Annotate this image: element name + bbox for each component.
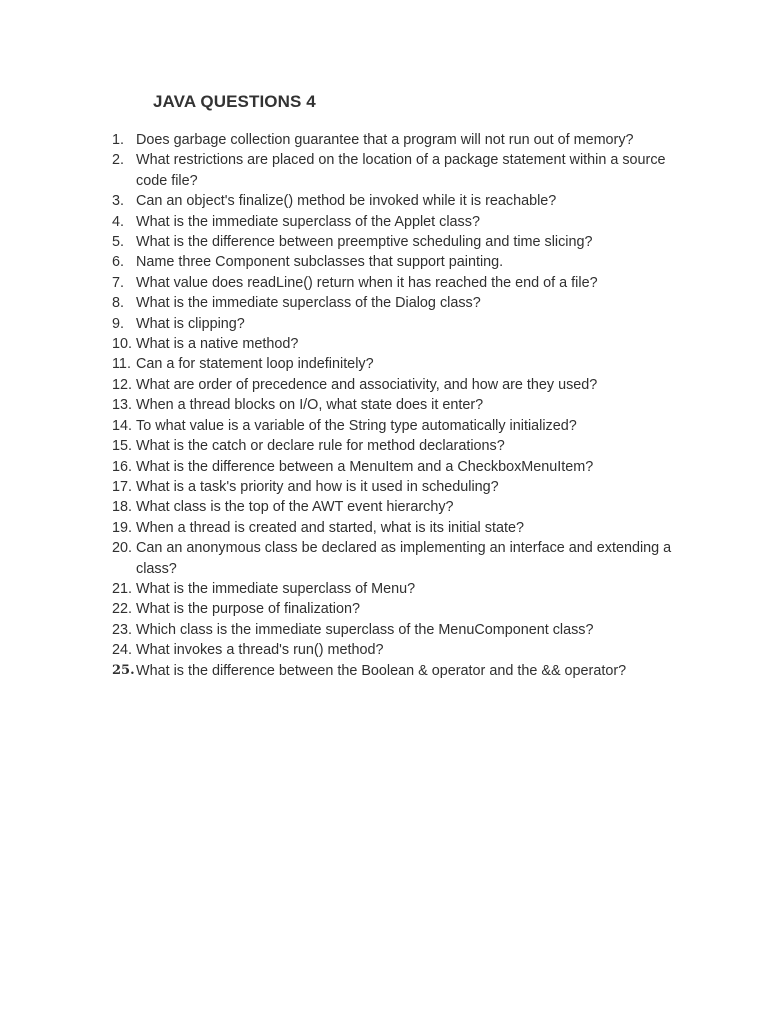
list-item — [112, 232, 672, 252]
list-item — [112, 375, 672, 395]
question-text: What is the difference between the Boolean & operator and the && operator? — [136, 662, 627, 679]
list-item — [112, 416, 672, 436]
question-text: Does garbage collection guarantee that a program will not run out of memory? — [136, 132, 634, 148]
list-item — [112, 395, 672, 415]
question-text: What value does readLine() return when it has reached the end of a file? — [136, 274, 598, 291]
question-list — [112, 130, 672, 681]
question-number: 20. — [112, 540, 133, 557]
question-text: What class is the top of the AWT event hierarchy? — [136, 499, 454, 516]
list-item — [112, 150, 672, 191]
question-number: 21. — [112, 580, 133, 597]
question-text: Can a for statement loop indefinitely? — [136, 356, 374, 373]
question-text: What is a native method? — [136, 336, 299, 353]
page-title: JAVA QUESTIONS 4 — [153, 92, 316, 111]
question-number: 18. — [112, 499, 133, 516]
question-number: 19. — [112, 519, 133, 536]
question-number: 17. — [112, 478, 133, 495]
list-item — [112, 191, 672, 211]
question-text: What is the immediate superclass of the Dialog class? — [136, 295, 481, 312]
question-number: 4. — [112, 213, 125, 230]
list-item — [112, 620, 672, 640]
question-number: 2. — [112, 152, 125, 169]
question-text: What are order of precedence and associativity, and how are they used? — [136, 376, 598, 393]
question-number: 3. — [112, 193, 125, 210]
question-text: What restrictions are placed on the location of a package statement within a source code file? — [136, 152, 666, 189]
question-text: When a thread is created and started, what is its initial state? — [136, 519, 524, 536]
question-number: 10. — [112, 336, 133, 353]
question-number: 11. — [112, 356, 131, 373]
question-number: 22. — [112, 601, 133, 618]
question-text: What is the catch or declare rule for method declarations? — [136, 438, 505, 455]
question-number: 24. — [112, 642, 133, 659]
list-item — [112, 477, 672, 497]
list-item — [112, 436, 672, 456]
question-text: Which class is the immediate superclass of the MenuComponent class? — [136, 621, 594, 638]
list-item — [112, 252, 672, 272]
list-item — [112, 661, 672, 681]
question-text: To what value is a variable of the String type automatically initialized? — [136, 417, 577, 434]
question-number: 15. — [112, 438, 133, 455]
question-text: Can an object's finalize() method be invoked while it is reachable? — [136, 193, 557, 210]
list-item — [112, 130, 672, 150]
question-number: 8. — [112, 295, 125, 312]
question-number: 16. — [112, 458, 133, 475]
question-number: 5. — [112, 234, 125, 251]
question-text: Name three Component subclasses that support painting. — [136, 254, 504, 271]
question-number: 14. — [112, 417, 133, 434]
question-text: What invokes a thread's run() method? — [136, 642, 384, 659]
list-item — [112, 334, 672, 354]
question-number: 23. — [112, 621, 133, 638]
question-number: 1. — [112, 132, 125, 148]
question-number: 6. — [112, 254, 125, 271]
question-text: What is the immediate superclass of Menu? — [136, 580, 416, 597]
list-item — [112, 354, 672, 374]
question-number: 13. — [112, 397, 133, 414]
question-text: What is a task's priority and how is it used in scheduling? — [136, 478, 499, 495]
list-item — [112, 457, 672, 477]
list-item — [112, 497, 672, 517]
question-number: 9. — [112, 315, 125, 332]
list-item — [112, 538, 672, 579]
list-item — [112, 579, 672, 599]
question-text: What is the difference between a MenuItem and a CheckboxMenuItem? — [136, 458, 594, 475]
question-text: What is the immediate superclass of the Applet class? — [136, 213, 480, 230]
list-item — [112, 212, 672, 232]
question-text: When a thread blocks on I/O, what state does it enter? — [136, 397, 484, 414]
list-item — [112, 293, 672, 313]
question-text: What is the difference between preemptive scheduling and time slicing? — [136, 234, 593, 251]
list-item — [112, 518, 672, 538]
question-text: What is clipping? — [136, 315, 245, 332]
list-item — [112, 599, 672, 619]
list-item — [112, 314, 672, 334]
list-item — [112, 640, 672, 660]
question-number: 25. — [112, 662, 135, 678]
list-item — [112, 273, 672, 293]
question-text: What is the purpose of finalization? — [136, 601, 360, 618]
question-number: 12. — [112, 376, 133, 393]
question-number: 7. — [112, 274, 125, 291]
question-text: Can an anonymous class be declared as implementing an interface and extending a class? — [136, 540, 672, 577]
